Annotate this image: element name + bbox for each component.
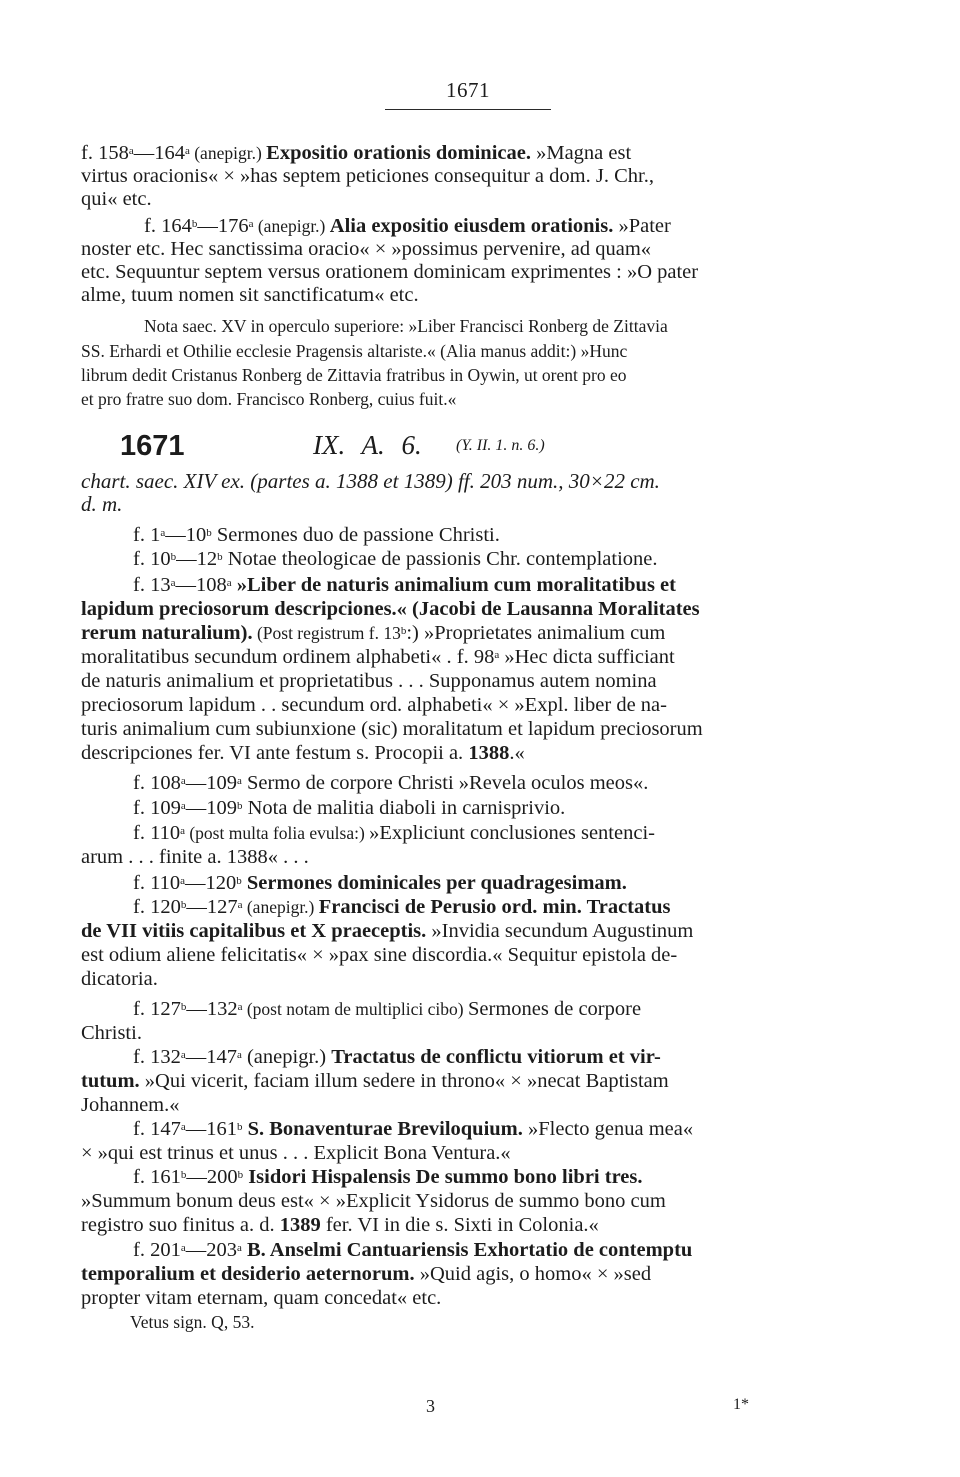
content-line-15: f. 110$^a$—120$^b$ Sermones dominicales per quadragesimam. (133, 872, 627, 894)
content-line-5: rerum naturalium). (Post registrum f. 13$^b$:) »Proprietates animalium cum (81, 622, 666, 644)
content-line-21: Christi. (81, 1022, 142, 1044)
content-line-17: de VII vitiis capitalibus et X praeceptis. »Invidia secundum Augustinum (81, 920, 694, 942)
content-line-12: f. 109$^a$—109$^b$ Nota de malitia diaboli in carnisprivio. (133, 797, 566, 819)
content-line-32: propter vitam eternam, quam concedat« etc. (81, 1287, 442, 1309)
content-line-14: arum . . . finite a. 1388« . . . (81, 846, 309, 868)
content-line-26: × »qui est trinus et unus . . . Explicit Bona Ventura.« (81, 1142, 511, 1164)
shelf-signature: IX. A. 6. (313, 430, 422, 460)
content-line-20: f. 127$^b$—132$^a$ (post notam de multiplici cibo) Sermones de corpore (133, 998, 642, 1020)
content-line-3: f. 13$^a$—108$^a$ »Liber de naturis animalium cum moralitatibus et (133, 574, 676, 596)
entry-number: 1671 (120, 430, 185, 462)
prev-entry-line-6: etc. Sequuntur septem versus orationem dominicam exprimentes : »O pater (81, 261, 699, 283)
prev-entry-line-7: alme, tuum nomen sit sanctificatum« etc. (81, 284, 419, 306)
old-signature: (Y. II. 1. n. 6.) (456, 437, 545, 454)
content-line-30: f. 201$^a$—203$^a$ B. Anselmi Cantuariensis Exhortatio de contemptu (133, 1239, 693, 1261)
content-line-25: f. 147$^a$—161$^b$ S. Bonaventurae Breviloquium. »Flecto genua mea« (133, 1118, 694, 1140)
prev-entry-line-4: f. 164$^b$—176$^a$ (anepigr.) Alia expositio eiusdem orationis. »Pater (144, 215, 671, 237)
content-line-11: f. 108$^a$—109$^a$ Sermo de corpore Christi »Revela oculos meos«. (133, 772, 649, 794)
note-line-4: et pro fratre suo dom. Francisco Ronberg, cuius fuit.« (81, 389, 457, 409)
prev-entry-line-1: f. 158$^a$—164$^a$ (anepigr.) Expositio orationis dominicae. »Magna est (81, 142, 632, 164)
content-line-1: f. 1$^a$—10$^b$ Sermones duo de passione Christi. (133, 524, 500, 546)
content-line-4: lapidum preciosorum descripciones.« (Jacobi de Lausanna Moralitates (81, 598, 700, 620)
content-line-8: preciosorum lapidum . . secundum ord. alphabeti« × »Expl. liber de na- (81, 694, 667, 716)
note-line-1: Nota saec. XV in operculo superiore: »Liber Francisci Ronberg de Zittavia (144, 316, 668, 336)
content-line-31: temporalium et desiderio aeternorum. »Quid agis, o homo« × »sed (81, 1263, 652, 1285)
content-line-24: Johannem.« (81, 1094, 180, 1116)
physical-description: chart. saec. XIV ex. (partes a. 1388 et 1389) ff. 203 num., 30×22 cm. (81, 469, 660, 493)
signature-mark: 1* (733, 1396, 749, 1413)
note-line-3: librum dedit Cristanus Ronberg de Zittavia fratribus in Oywin, ut orent pro eo (81, 365, 627, 385)
prev-entry-line-3: qui« etc. (81, 188, 152, 210)
content-line-23: tutum. »Qui vicerit, faciam illum sedere in throno« × »necat Baptistam (81, 1070, 669, 1092)
page-number: 1671 (446, 78, 490, 102)
old-shelfmark: Vetus sign. Q, 53. (130, 1312, 255, 1332)
content-line-29: registro suo finitus a. d. 1389 fer. VI in die s. Sixti in Colonia.« (81, 1214, 599, 1236)
content-line-9: turis animalium cum subiunxione (sic) moralitatum et lapidum preciosorum (81, 718, 703, 740)
content-line-6: moralitatibus secundum ordinem alphabeti« . f. 98$^a$ »Hec dicta sufficiant (81, 646, 675, 668)
content-line-22: f. 132$^a$—147$^a$ (anepigr.) Tractatus de conflictu vitiorum et vir- (133, 1046, 661, 1068)
sheet-number: 3 (426, 1396, 435, 1416)
header-rule (385, 109, 551, 110)
physical-description-cont: d. m. (81, 492, 123, 516)
content-line-28: »Summum bonum deus est« × »Explicit Ysidorus de summo bono cum (81, 1190, 666, 1212)
content-line-7: de naturis animalium et proprietatibus . . . Supponamus autem nomina (81, 670, 657, 692)
content-line-18: est odium aliene felicitatis« × »pax sine discordia.« Sequitur epistola de- (81, 944, 678, 966)
prev-entry-line-2: virtus oracionis« × »has septem peticiones consequitur a dom. J. Chr., (81, 165, 654, 187)
content-line-2: f. 10$^b$—12$^b$ Notae theologicae de passionis Chr. contemplatione. (133, 548, 658, 570)
content-line-13: f. 110$^a$ (post multa folia evulsa:) »Expliciunt conclusiones sentenci- (133, 822, 655, 844)
content-line-19: dicatoria. (81, 968, 158, 990)
prev-entry-line-5: noster etc. Hec sanctissima oracio« × »possimus pervenire, ad quam« (81, 238, 652, 260)
content-line-27: f. 161$^b$—200$^b$ Isidori Hispalensis De summo bono libri tres. (133, 1166, 643, 1188)
content-line-16: f. 120$^b$—127$^a$ (anepigr.) Francisci de Perusio ord. min. Tractatus (133, 896, 671, 918)
content-line-10: descripciones fer. VI ante festum s. Procopii a. 1388.« (81, 742, 525, 764)
note-line-2: SS. Erhardi et Othilie ecclesie Pragensis altariste.« (Alia manus addit:) »Hunc (81, 341, 628, 361)
